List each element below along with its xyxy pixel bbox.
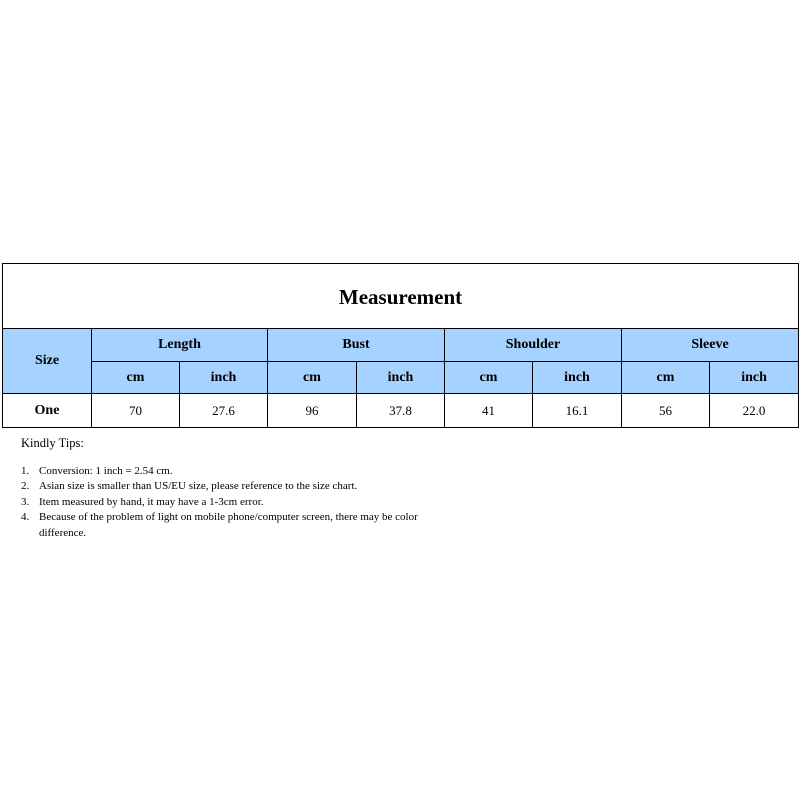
unit-sleeve-inch: inch [710,362,799,394]
unit-bust-cm: cm [268,362,357,394]
size-header: Size [3,329,92,394]
tip-number: 3. [21,495,30,508]
tip-number: 2. [21,480,30,492]
list-item [21,495,441,511]
unit-length-cm: cm [92,362,180,394]
kindly-tips [21,436,441,541]
group-header-row [3,329,799,362]
cell-shoulder-inch: 16.1 [533,394,622,428]
unit-sleeve-cm: cm [622,362,710,394]
cell-length-cm: 70 [92,394,180,428]
header-shoulder: Shoulder [445,329,622,362]
unit-length-inch: inch [180,362,268,394]
row-label-one: One [3,394,92,428]
list-item [21,479,441,495]
header-bust: Bust [268,329,445,362]
tip-text: Because of the problem of light on mobile phone/computer screen, there may be color difference. [39,511,418,539]
table-title-row [3,264,799,329]
tip-text: Item measured by hand, it may have a 1-3cm error. [39,495,264,508]
unit-shoulder-inch: inch [533,362,622,394]
table-row [3,394,799,428]
tips-title: Kindly Tips: [21,436,84,450]
unit-header-row [3,362,799,394]
list-item [21,510,441,541]
cell-shoulder-cm: 41 [445,394,533,428]
cell-bust-inch: 37.8 [357,394,445,428]
tip-text: Conversion: 1 inch = 2.54 cm. [39,464,173,477]
list-item [21,464,441,480]
cell-sleeve-inch: 22.0 [710,394,799,428]
tip-number: 4. [21,511,30,523]
cell-sleeve-cm: 56 [622,394,710,428]
unit-shoulder-cm: cm [445,362,533,394]
tip-text: Asian size is smaller than US/EU size, please reference to the size chart. [39,480,358,492]
header-sleeve: Sleeve [622,329,799,362]
tip-number: 1. [21,464,30,477]
unit-bust-inch: inch [357,362,445,394]
cell-length-inch: 27.6 [180,394,268,428]
header-length: Length [92,329,268,362]
measurement-table [2,263,799,428]
table-title: Measurement [3,264,799,329]
tips-list [21,464,441,542]
cell-bust-cm: 96 [268,394,357,428]
